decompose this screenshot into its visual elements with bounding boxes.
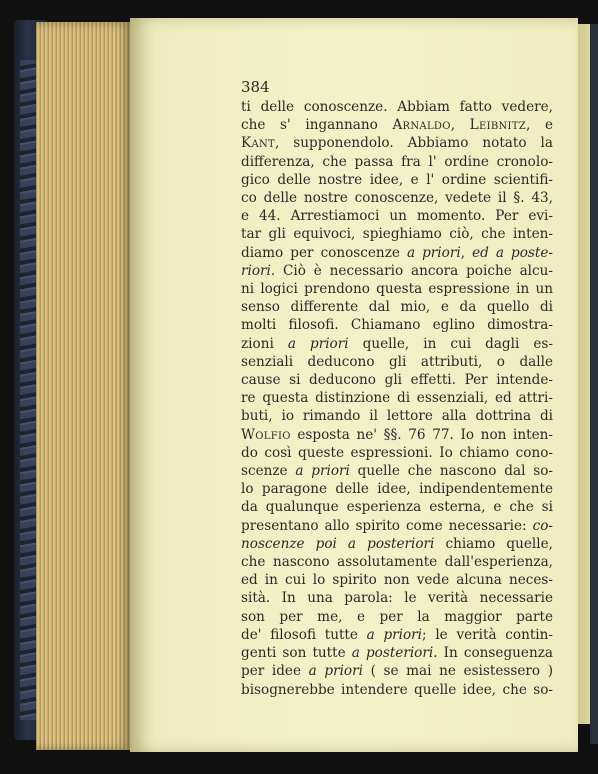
right-cover-edge bbox=[590, 24, 598, 744]
text-line bbox=[241, 262, 553, 280]
text-segment: scenze bbox=[241, 463, 296, 480]
text-line bbox=[241, 335, 553, 353]
text-segment: , bbox=[460, 244, 473, 261]
text-line bbox=[241, 389, 553, 407]
text-segment: per idee bbox=[241, 663, 309, 680]
text-line bbox=[241, 171, 553, 189]
text-segment: che nascono assolutamente dall'esperienza, bbox=[241, 554, 553, 571]
text-segment: ; le verità contin- bbox=[422, 626, 553, 643]
text-line bbox=[241, 244, 553, 262]
text-segment: quelle, in cui dagli es- bbox=[348, 335, 553, 352]
text-segment: de' filosofi tutte bbox=[241, 626, 367, 643]
text-segment: Wolfio bbox=[241, 426, 291, 443]
text-segment: ( se mai ne esistessero ) bbox=[362, 663, 553, 680]
page-number: 384 bbox=[241, 78, 270, 96]
text-segment: chiamo quelle, bbox=[434, 535, 553, 552]
text-segment: ni logici prendono questa espressione in un bbox=[241, 281, 553, 298]
text-segment: quelle che nascono dal so- bbox=[349, 463, 553, 480]
text-line bbox=[241, 571, 553, 589]
text-segment: cause si deducono gli effetti. Per intende- bbox=[241, 372, 553, 389]
text-line bbox=[241, 644, 553, 662]
text-line bbox=[241, 407, 553, 425]
text-segment: noscenze poi a posteriori bbox=[241, 535, 435, 552]
text-line bbox=[241, 98, 553, 116]
text-segment: , bbox=[450, 117, 470, 134]
text-segment: differenza, che passa fra l' ordine cronolo- bbox=[241, 153, 553, 170]
text-segment: sità. In una parola: le verità necessarie bbox=[241, 590, 553, 607]
text-line bbox=[241, 535, 553, 553]
text-line bbox=[241, 371, 553, 389]
text-line bbox=[241, 681, 553, 699]
text-segment: co delle nostre conoscenze, vedete il §. 43, bbox=[241, 190, 553, 207]
text-line bbox=[241, 517, 553, 535]
text-segment: a priori bbox=[287, 335, 349, 352]
text-segment: a priori bbox=[366, 626, 423, 643]
text-line bbox=[241, 462, 553, 480]
text-line bbox=[241, 662, 553, 680]
text-line bbox=[241, 189, 553, 207]
text-segment: a priori bbox=[406, 244, 461, 261]
text-segment: presentano allo spirito come necessarie: bbox=[241, 517, 533, 534]
text-segment: esposta ne' §§. 76 77. Io non inten- bbox=[290, 426, 553, 443]
text-segment: diamo per conoscenze bbox=[241, 244, 407, 261]
text-line bbox=[241, 480, 553, 498]
text-segment: senso differente dal mio, e da quello di bbox=[241, 299, 553, 316]
text-line bbox=[241, 225, 553, 243]
text-segment: co- bbox=[532, 517, 553, 534]
text-line bbox=[241, 353, 553, 371]
text-line bbox=[241, 589, 553, 607]
text-segment: senziali deducono gli attributi, o dalle bbox=[241, 353, 553, 370]
text-segment: , supponendolo. Abbiamo notato la bbox=[275, 135, 553, 152]
text-line bbox=[241, 608, 553, 626]
text-segment: Leibnitz bbox=[469, 117, 527, 134]
text-segment: lo paragone delle idee, indipendentemente bbox=[241, 481, 553, 498]
text-segment: bisognerebbe intendere quelle idee, che so- bbox=[241, 681, 553, 698]
text-segment: Arnaldo bbox=[392, 117, 451, 134]
text-segment: a priori bbox=[295, 463, 350, 480]
text-line bbox=[241, 207, 553, 225]
text-segment: son per me, e per la maggior parte bbox=[241, 608, 553, 625]
text-segment: In conseguenza bbox=[437, 645, 553, 662]
text-line bbox=[241, 116, 553, 134]
text-line bbox=[241, 153, 553, 171]
text-line bbox=[241, 444, 553, 462]
text-segment: tar gli equivoci, spieghiamo ciò, che inten- bbox=[241, 226, 553, 243]
text-segment: che s' ingannano bbox=[241, 117, 393, 134]
page-edges bbox=[36, 22, 132, 750]
text-segment: a priori bbox=[308, 663, 363, 680]
text-line bbox=[241, 280, 553, 298]
text-segment: e 44. Arrestiamoci un momento. Per evi- bbox=[241, 208, 553, 225]
text-segment: re questa distinzione di essenziali, ed attri- bbox=[241, 390, 553, 407]
text-segment: do così queste espressioni. Io chiamo cono- bbox=[241, 444, 553, 461]
text-segment: molti filosofi. Chiamano eglino dimostra- bbox=[241, 317, 553, 334]
body-text bbox=[241, 80, 553, 699]
text-line bbox=[241, 298, 553, 316]
text-segment: zioni bbox=[241, 335, 288, 352]
text-segment: a posteriori. bbox=[351, 645, 438, 662]
text-segment: ed a poste- bbox=[472, 244, 553, 261]
text-line bbox=[241, 316, 553, 334]
text-line bbox=[241, 426, 553, 444]
text-line bbox=[241, 498, 553, 516]
text-line bbox=[241, 134, 553, 152]
text-segment: buti, io rimando il lettore alla dottrina di bbox=[241, 408, 553, 425]
text-line bbox=[241, 626, 553, 644]
text-segment: ti delle conoscenze. Abbiam fatto vedere, bbox=[241, 99, 553, 115]
text-segment: Ciò è necessario ancora poiche alcu- bbox=[275, 262, 553, 279]
text-segment: , e bbox=[526, 117, 553, 134]
text-segment: Kant bbox=[241, 135, 275, 152]
text-segment: ed in cui lo spirito non vede alcuna neces- bbox=[241, 572, 553, 589]
text-segment: gico delle nostre idee, e l' ordine scientifi- bbox=[241, 171, 553, 188]
text-line bbox=[241, 553, 553, 571]
text-segment: genti son tutte bbox=[241, 645, 352, 662]
text-segment: riori. bbox=[241, 262, 276, 279]
text-segment: da qualunque esperienza esterna, e che si bbox=[241, 499, 553, 516]
